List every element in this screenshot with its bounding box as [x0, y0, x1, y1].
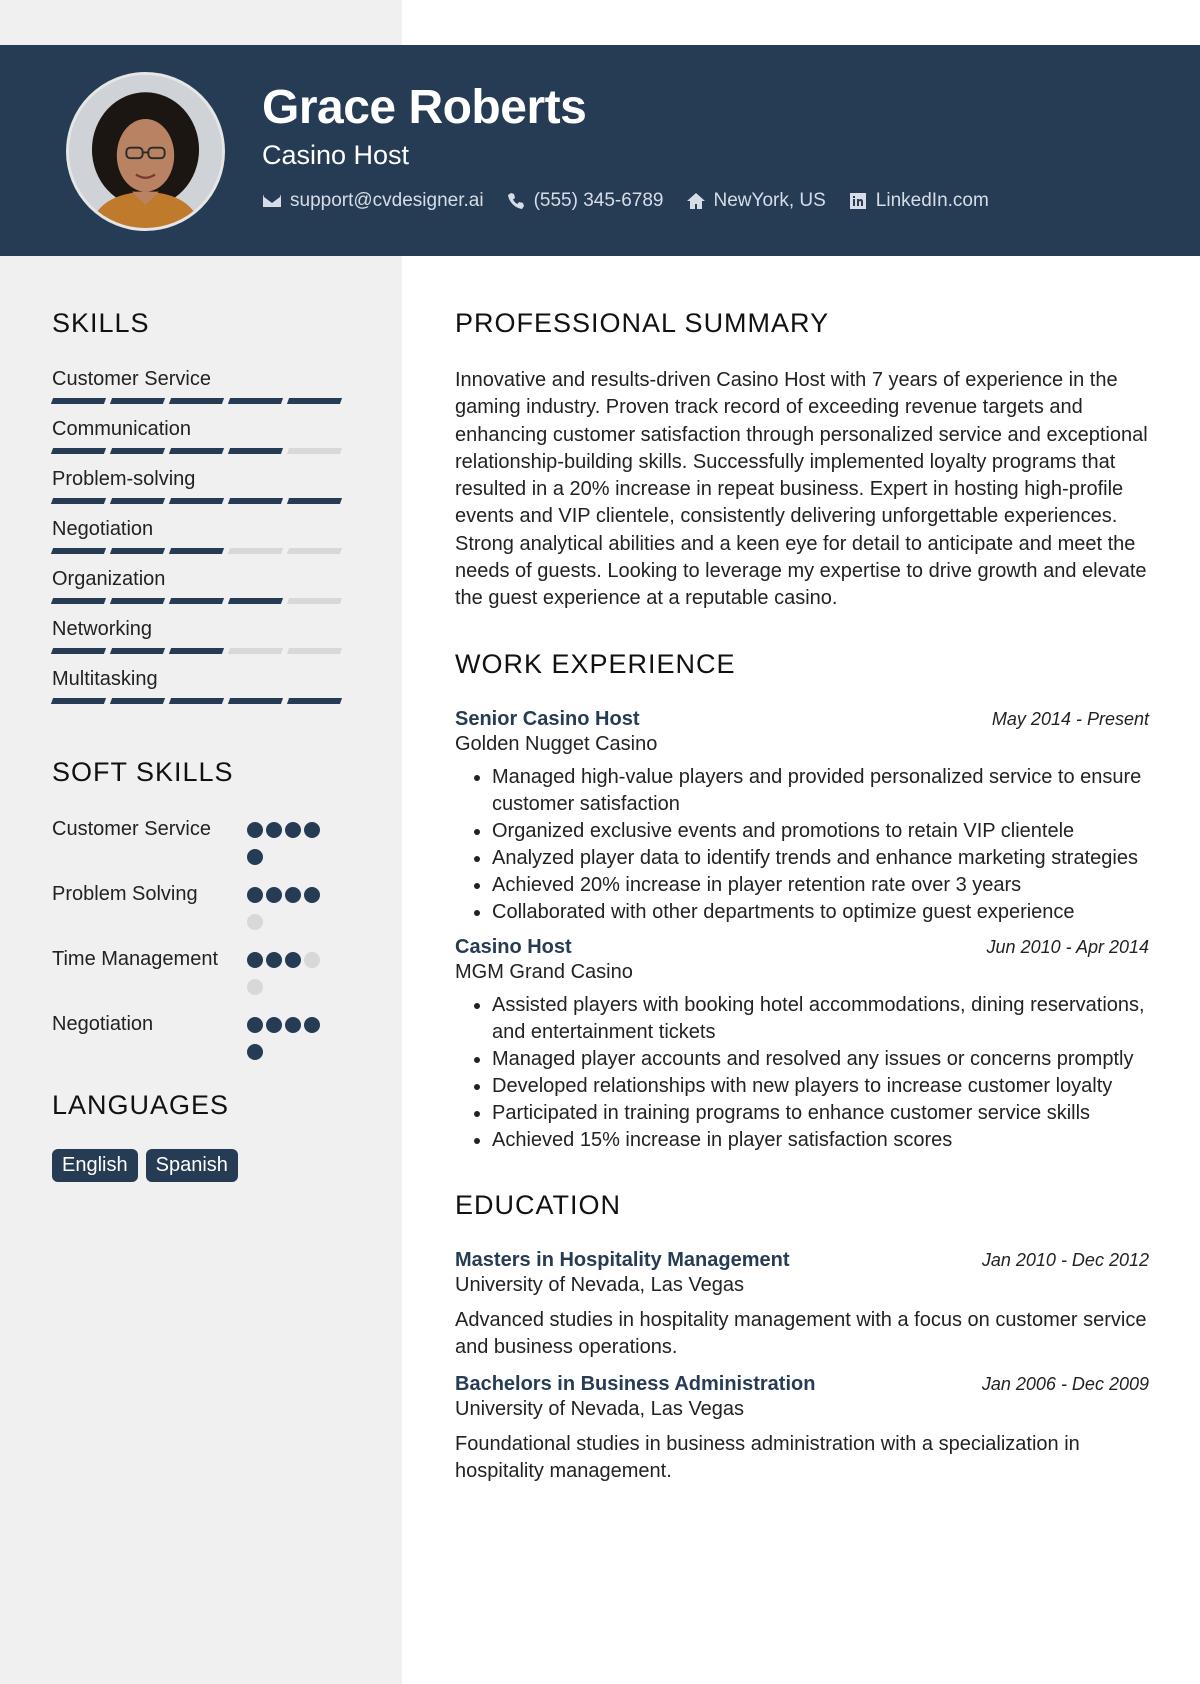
- skill-segment-filled: [287, 498, 342, 504]
- skill-name: Organization: [52, 568, 166, 590]
- skill-segment-filled: [287, 398, 342, 404]
- responsibility-item: • Achieved 20% increase in player retention rate over 3 years: [492, 872, 1149, 899]
- responsibility-item: • Developed relationships with new players to increase customer loyalty: [492, 1073, 1149, 1100]
- job-company: MGM Grand Casino: [455, 960, 633, 983]
- rating-dot-filled: [285, 822, 301, 838]
- contact-location: [686, 190, 826, 212]
- candidate-name: Grace Roberts: [262, 81, 587, 134]
- skill-level-bar: [52, 398, 352, 404]
- rating-dot-filled: [247, 1044, 263, 1060]
- skill-level-bar: [52, 548, 352, 554]
- skill-name: Communication: [52, 418, 191, 440]
- skill-segment-filled: [51, 498, 106, 504]
- rating-dot-empty: [247, 914, 263, 930]
- responsibility-item: • Analyzed player data to identify trends and enhance marketing strategies: [492, 845, 1149, 872]
- soft-skill-name: Time Management: [52, 948, 218, 970]
- skill-segment-filled: [169, 448, 224, 454]
- email-text: support@cvdesigner.ai: [290, 190, 484, 211]
- soft-skill-rating: [247, 946, 337, 1003]
- contact-phone[interactable]: [506, 190, 664, 212]
- skill-item: [52, 417, 352, 467]
- rating-dot-filled: [304, 887, 320, 903]
- work-experience-list: [455, 708, 1149, 1154]
- skill-level-bar: [52, 598, 352, 604]
- soft-skills-heading: SOFT SKILLS: [52, 757, 234, 787]
- rating-dot-filled: [304, 822, 320, 838]
- skill-segment-filled: [51, 598, 106, 604]
- rating-dot-empty: [247, 979, 263, 995]
- rating-dot-filled: [266, 822, 282, 838]
- skill-item: [52, 667, 352, 717]
- linkedin-text: LinkedIn.com: [875, 190, 989, 211]
- language-badge: Spanish: [146, 1149, 238, 1182]
- job-responsibilities: [455, 764, 1149, 926]
- skill-segment-filled: [169, 498, 224, 504]
- soft-skill-item: [52, 881, 352, 938]
- phone-text: (555) 345-6789: [533, 190, 664, 211]
- rating-dot-filled: [266, 1017, 282, 1033]
- skill-segment-filled: [169, 698, 224, 704]
- rating-dot-filled: [247, 1017, 263, 1033]
- education-school: University of Nevada, Las Vegas: [455, 1273, 745, 1296]
- skill-segment-filled: [169, 398, 224, 404]
- soft-skill-item: [52, 816, 352, 873]
- skill-segment-filled: [110, 698, 165, 704]
- avatar: [66, 72, 225, 231]
- language-badge: English: [52, 1149, 138, 1182]
- main-content: [455, 308, 1149, 1485]
- education-heading: EDUCATION: [455, 1189, 622, 1220]
- rating-dot-filled: [285, 1017, 301, 1033]
- skill-level-bar: [52, 448, 352, 454]
- responsibility-item: • Achieved 15% increase in player satisfaction scores: [492, 1127, 1149, 1154]
- skills-heading: SKILLS: [52, 308, 150, 338]
- job-position: Senior Casino Host: [455, 707, 640, 730]
- skill-name: Multitasking: [52, 668, 158, 690]
- job-company: Golden Nugget Casino: [455, 732, 658, 755]
- skill-segment-empty: [287, 448, 342, 454]
- skill-segment-filled: [110, 548, 165, 554]
- skill-segment-filled: [228, 598, 283, 604]
- rating-dot-filled: [266, 887, 282, 903]
- skill-name: Networking: [52, 618, 153, 640]
- job-responsibilities: [455, 992, 1149, 1154]
- soft-skill-rating: [247, 881, 337, 938]
- skill-segment-filled: [169, 648, 224, 654]
- skill-segment-filled: [51, 548, 106, 554]
- skill-segment-filled: [169, 598, 224, 604]
- skill-level-bar: [52, 648, 352, 654]
- location-text: NewYork, US: [713, 190, 826, 211]
- phone-icon: [506, 191, 526, 211]
- skill-segment-filled: [110, 598, 165, 604]
- rating-dot-filled: [285, 887, 301, 903]
- skill-item: [52, 567, 352, 617]
- job-header: [455, 708, 1149, 731]
- home-icon: [686, 191, 706, 211]
- languages-heading: LANGUAGES: [52, 1090, 230, 1120]
- responsibility-item: • Managed high-value players and provided personalized service to ensure customer satisfaction: [492, 764, 1149, 818]
- skills-list: [52, 367, 352, 717]
- contact-email[interactable]: [262, 190, 484, 212]
- rating-dot-filled: [247, 952, 263, 968]
- skill-segment-empty: [228, 548, 283, 554]
- education-list: [455, 1249, 1149, 1485]
- job-position: Casino Host: [455, 935, 572, 958]
- rating-dot-filled: [266, 952, 282, 968]
- summary-text: Innovative and results-driven Casino Host with 7 years of experience in the gaming industry. Proven track record of exceeding revenue targets and enhancing customer satisfaction through personalized service and exceptional relationship-building skills. Successfully implemented loyalty programs that resulted in a 20% increase in repeat business. Expert in hosting high-profile events and VIP clientele, consistently delivering unforgettable experiences. Strong analytical abilities and a keen eye for detail to anticipate and meet the needs of guests. Looking to leverage my expertise to drive growth and elevate the guest experience at a reputable casino.: [455, 369, 1148, 610]
- responsibility-item: • Managed player accounts and resolved any issues or concerns promptly: [492, 1046, 1149, 1073]
- job-entry: [455, 708, 1149, 926]
- education-description: Advanced studies in hospitality management with a focus on customer service and business operations.: [455, 1308, 1147, 1358]
- responsibility-item: • Organized exclusive events and promotions to retain VIP clientele: [492, 818, 1149, 845]
- education-dates: Jan 2006 - Dec 2009: [981, 1373, 1149, 1394]
- work-experience-heading: WORK EXPERIENCE: [455, 648, 736, 679]
- job-entry: [455, 936, 1149, 1154]
- skill-segment-filled: [287, 698, 342, 704]
- skill-item: [52, 617, 352, 667]
- soft-skill-name: Negotiation: [52, 1013, 154, 1035]
- skill-segment-filled: [228, 448, 283, 454]
- skill-item: [52, 467, 352, 517]
- skill-segment-empty: [287, 648, 342, 654]
- soft-skill-rating: [247, 1011, 337, 1068]
- skill-segment-filled: [169, 548, 224, 554]
- job-header: [455, 936, 1149, 959]
- skill-segment-empty: [287, 548, 342, 554]
- linkedin-icon: [848, 191, 868, 211]
- summary-heading: PROFESSIONAL SUMMARY: [455, 308, 830, 338]
- education-school: University of Nevada, Las Vegas: [455, 1397, 745, 1420]
- soft-skill-name: Problem Solving: [52, 883, 198, 905]
- responsibility-item: • Assisted players with booking hotel accommodations, dining reservations, and entertainment tickets: [492, 992, 1149, 1046]
- job-dates: May 2014 - Present: [991, 708, 1149, 729]
- education-degree: Bachelors in Business Administration: [455, 1372, 816, 1395]
- rating-dot-filled: [304, 1017, 320, 1033]
- skill-segment-filled: [110, 648, 165, 654]
- skill-segment-filled: [51, 398, 106, 404]
- skill-item: [52, 517, 352, 567]
- rating-dot-filled: [247, 822, 263, 838]
- skill-segment-empty: [287, 598, 342, 604]
- rating-dot-filled: [247, 849, 263, 865]
- skill-segment-empty: [228, 648, 283, 654]
- education-header: [455, 1249, 1149, 1272]
- skill-segment-filled: [228, 398, 283, 404]
- education-degree: Masters in Hospitality Management: [455, 1248, 790, 1271]
- job-title: Casino Host: [262, 140, 410, 170]
- skill-segment-filled: [110, 398, 165, 404]
- skill-name: Negotiation: [52, 518, 154, 540]
- education-header: [455, 1373, 1149, 1396]
- education-description: Foundational studies in business administration with a specialization in hospitality management.: [455, 1432, 1080, 1482]
- skill-segment-filled: [110, 498, 165, 504]
- skill-level-bar: [52, 698, 352, 704]
- education-entry: [455, 1373, 1149, 1485]
- envelope-icon: [262, 191, 282, 211]
- skill-item: [52, 367, 352, 417]
- rating-dot-filled: [247, 887, 263, 903]
- skill-segment-filled: [110, 448, 165, 454]
- skill-segment-filled: [51, 448, 106, 454]
- soft-skill-name: Customer Service: [52, 818, 211, 840]
- sidebar: [52, 308, 352, 1182]
- skill-level-bar: [52, 498, 352, 504]
- rating-dot-empty: [304, 952, 320, 968]
- skill-name: Customer Service: [52, 368, 211, 390]
- skill-name: Problem-solving: [52, 468, 196, 490]
- skill-segment-filled: [51, 648, 106, 654]
- languages-list: [52, 1149, 352, 1182]
- education-dates: Jan 2010 - Dec 2012: [981, 1249, 1149, 1270]
- skill-segment-filled: [228, 498, 283, 504]
- education-entry: [455, 1249, 1149, 1361]
- contact-linkedin[interactable]: [848, 190, 989, 212]
- soft-skill-item: [52, 946, 352, 1003]
- soft-skill-item: [52, 1011, 352, 1068]
- contact-bar: [262, 190, 989, 212]
- soft-skills-list: [52, 816, 352, 1068]
- rating-dot-filled: [285, 952, 301, 968]
- job-dates: Jun 2010 - Apr 2014: [986, 936, 1149, 957]
- skill-segment-filled: [51, 698, 106, 704]
- responsibility-item: • Collaborated with other departments to optimize guest experience: [492, 899, 1149, 926]
- avatar-photo-icon: [69, 75, 222, 228]
- soft-skill-rating: [247, 816, 337, 873]
- skill-segment-filled: [228, 698, 283, 704]
- responsibility-item: • Participated in training programs to enhance customer service skills: [492, 1100, 1149, 1127]
